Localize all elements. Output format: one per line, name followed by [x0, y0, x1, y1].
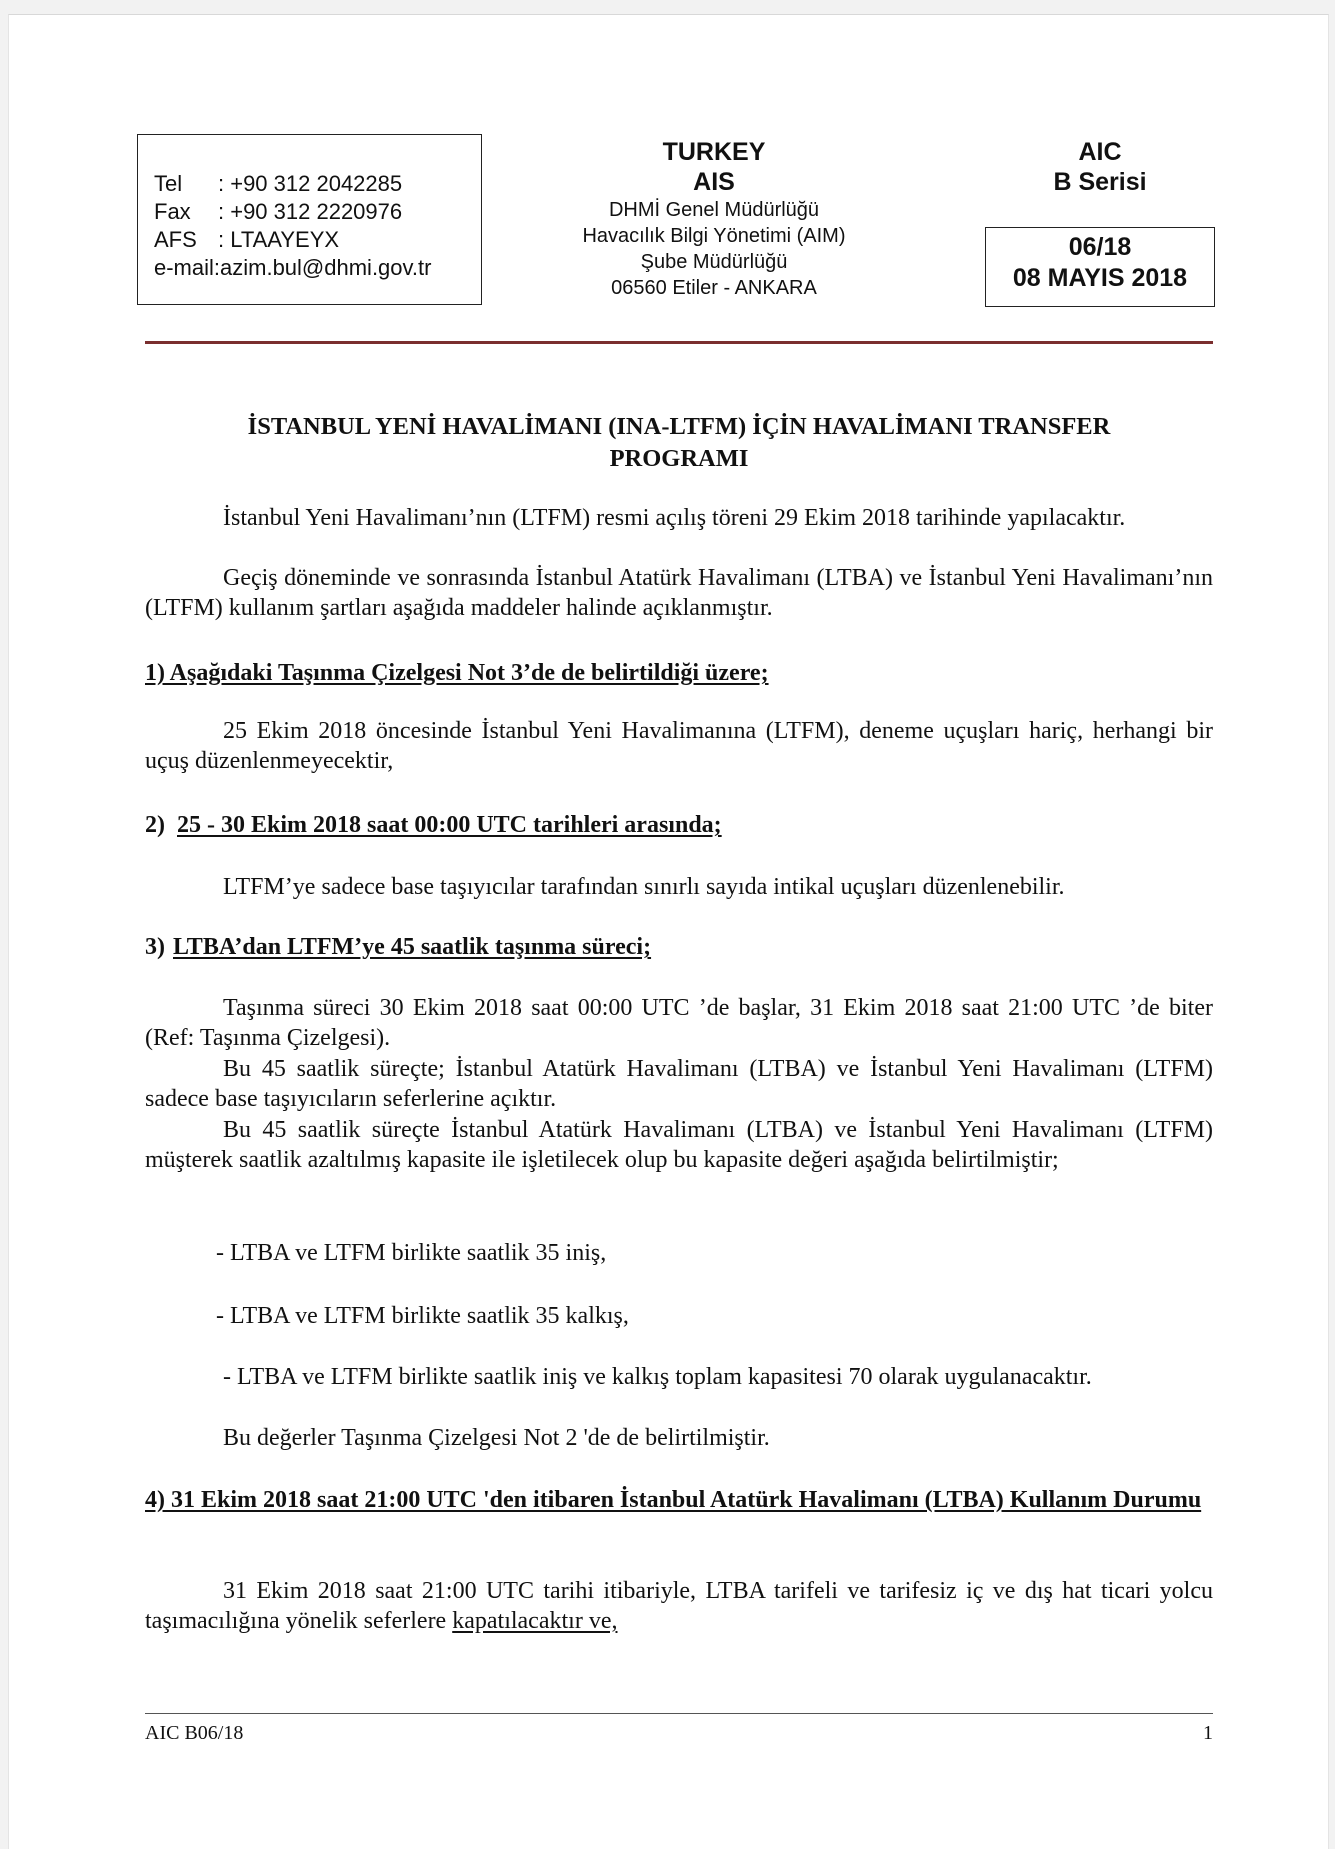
section-1-paragraph: 25 Ekim 2018 öncesinde İstanbul Yeni Havalimanına (LTFM), deneme uçuşları hariç, herhangi bir uçuş düzenlenmeyecektir, — [145, 718, 1213, 774]
section-2-title: 25 - 30 Ekim 2018 saat 00:00 UTC tarihleri arasında; — [177, 812, 722, 838]
section-2-number: 2) — [145, 812, 165, 838]
section-4-heading: 4) 31 Ekim 2018 saat 21:00 UTC 'den itibaren İstanbul Atatürk Havalimanı (LTBA) Kullanım Durumu — [145, 1487, 1202, 1513]
document-title — [145, 411, 1213, 475]
tel-value: : +90 312 2042285 — [218, 171, 403, 196]
section-3-number: 3) — [145, 934, 165, 960]
section-3-paragraph-2: Bu 45 saatlik süreçte; İstanbul Atatürk Havalimanı (LTBA) ve İstanbul Yeni Havalimanı (LTFM) sadece base taşıyıcıların seferlerine açıktır. — [145, 1056, 1213, 1112]
contact-tel — [154, 170, 481, 198]
aic-header — [987, 137, 1213, 197]
section-3-title: LTBA’dan LTFM’ye 45 saatlik taşınma süreci; — [173, 934, 652, 960]
issuer-country: TURKEY — [662, 138, 766, 166]
aic-number-date-box — [985, 227, 1215, 307]
footer-doc-ref: AIC B06/18 — [145, 1722, 244, 1744]
fax-label: Fax — [154, 199, 191, 224]
footer-divider — [145, 1713, 1213, 1714]
intro-paragraph-1: İstanbul Yeni Havalimanı’nın (LTFM) resmi açılış töreni 29 Ekim 2018 tarihinde yapılacaktır. — [223, 505, 1126, 531]
header-divider — [145, 341, 1213, 344]
contact-info-box — [137, 134, 482, 305]
aic-date: 08 MAYIS 2018 — [1012, 264, 1188, 292]
section-4-text: 31 Ekim 2018 saat 21:00 UTC tarihi itibariyle, LTBA tarifeli ve tarifesiz iç ve dış hat ticari yolcu taşımacılığına yönelik seferlere — [145, 1578, 1213, 1634]
section-4-paragraph — [145, 1576, 1213, 1636]
fax-value: : +90 312 2220976 — [218, 199, 403, 224]
section-3-bullet-2: - LTBA ve LTFM birlikte saatlik 35 kalkış, — [216, 1303, 629, 1329]
section-3-bullet-3: - LTBA ve LTFM birlikte saatlik iniş ve kalkış toplam kapasitesi 70 olarak uygulanacaktır. — [223, 1364, 1092, 1390]
section-3-bullet-1: - LTBA ve LTFM birlikte saatlik 35 iniş, — [216, 1240, 607, 1266]
title-line-1: İSTANBUL YENİ HAVALİMANI (INA-LTFM) İÇİN HAVALİMANI TRANSFER — [247, 413, 1111, 440]
intro-paragraph-2: Geçiş döneminde ve sonrasında İstanbul Atatürk Havalimanı (LTBA) ve İstanbul Yeni Havalimanı’nın (LTFM) kullanım şartları aşağıda maddeler halinde açıklanmıştır. — [145, 565, 1213, 621]
issuer-ais: AIS — [693, 168, 735, 196]
section-2-paragraph: LTFM’ye sadece base taşıyıcılar tarafından sınırlı sayıda intikal uçuşları düzenlenebilir. — [223, 874, 1065, 900]
contact-email — [154, 254, 481, 282]
section-3-paragraph-4: Bu değerler Taşınma Çizelgesi Not 2 'de de belirtilmiştir. — [223, 1425, 770, 1451]
document-page — [8, 14, 1329, 1849]
section-1-heading: 1) Aşağıdaki Taşınma Çizelgesi Not 3’de de belirtildiği üzere; — [145, 660, 769, 686]
title-line-2: PROGRAMI — [609, 445, 749, 472]
tel-label: Tel — [154, 171, 183, 196]
issuer-line-3: Şube Müdürlüğü — [640, 251, 788, 273]
section-3-heading — [145, 932, 651, 962]
aic-series: B Serisi — [1053, 168, 1147, 196]
aic-label: AIC — [1078, 138, 1122, 166]
issuer-line-1: DHMİ Genel Müdürlüğü — [608, 199, 820, 221]
aic-number: 06/18 — [1068, 233, 1132, 261]
contact-afs — [154, 226, 481, 254]
email-value: e-mail:azim.bul@dhmi.gov.tr — [154, 255, 432, 280]
contact-fax — [154, 198, 481, 226]
issuer-line-4: 06560 Etiler - ANKARA — [611, 277, 817, 299]
afs-value: : LTAAYEYX — [218, 227, 340, 252]
section-3-paragraph-1: Taşınma süreci 30 Ekim 2018 saat 00:00 UTC ’de başlar, 31 Ekim 2018 saat 21:00 UTC ’de biter (Ref: Taşınma Çizelgesi). — [145, 995, 1213, 1051]
section-3-paragraph-3: Bu 45 saatlik süreçte İstanbul Atatürk Havalimanı (LTBA) ve İstanbul Yeni Havalimanı (LTFM) müşterek saatlik azaltılmış kapasite ile işletilecek olup bu kapasite değeri aşağıda belirtilmiştir; — [145, 1117, 1213, 1173]
section-2-heading — [145, 810, 722, 840]
section-4-underlined-text: kapatılacaktır ve, — [452, 1608, 618, 1634]
issuer-header — [534, 137, 894, 301]
issuer-line-2: Havacılık Bilgi Yönetimi (AIM) — [582, 225, 846, 247]
afs-label: AFS — [154, 227, 197, 252]
footer-page-number: 1 — [1203, 1722, 1213, 1744]
